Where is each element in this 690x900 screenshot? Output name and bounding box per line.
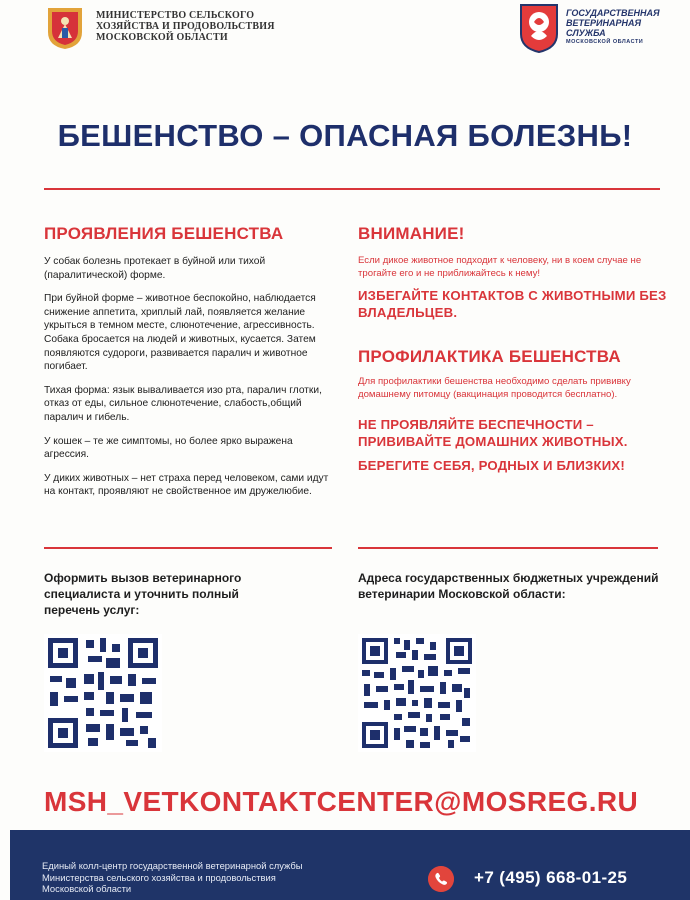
qr-code-icon[interactable] [44,634,162,752]
vet-service-name [566,8,660,47]
header [0,0,690,62]
divider [358,547,658,549]
ministry-name [96,10,275,43]
contact-email[interactable]: MSH_VETKONTAKTCENTER@MOSREG.RU [44,786,639,817]
footer-bar [10,830,690,900]
page-title: БЕШЕНСТВО – ОПАСНАЯ БОЛЕЗНЬ! [57,118,633,153]
attention-heading: ВНИМАНИЕ! [358,224,465,243]
symptoms-heading: ПРОЯВЛЕНИЯ БЕШЕНСТВА [44,224,284,243]
qr-right-label: Адреса государственных бюджетных учреждений ветеринарии Московской области: [358,571,659,601]
call-center-line: Единый колл-центр государственной ветеринарной службы [42,860,303,871]
call-center-line: Министерства сельского хозяйства и продовольствия [42,871,276,883]
vet-service-line: ГОСУДАРСТВЕННАЯ [566,8,660,18]
ministry-name-line: ХОЗЯЙСТВА И ПРОДОВОЛЬСТВИЯ [96,21,275,32]
attention-text: Если дикое животное подходит к человеку, ни в коем случае не трогайте его и не приближайтесь к нему! [358,255,642,279]
symptoms-section [44,224,334,499]
avoid-contacts-text: ИЗБЕГАЙТЕ КОНТАКТОВ С ЖИВОТНЫМИ БЕЗ ВЛАДЕЛЬЦЕВ. [358,288,667,320]
divider [44,188,660,190]
symptoms-paragraph: У собак болезнь протекает в буйной или тихой (паралитической) форме. [44,256,266,281]
vet-service-line: ВЕТЕРИНАРНАЯ [566,18,642,28]
qr-left-label: Оформить вызов ветеринарного специалиста и уточнить полный перечень услуг: [44,571,242,617]
prevention-text: Для профилактики бешенства необходимо сделать прививку домашнему питомцу (вакцинация проводится бесплатно). [358,376,631,400]
qr-code-icon[interactable] [358,634,476,752]
symptoms-paragraph: У кошек – те же симптомы, но более ярко выражена агрессия. [44,435,293,461]
phone-icon [428,866,454,892]
phone-number[interactable]: +7 (495) 668-01-25 [474,868,628,887]
call-center-line: Московской области [42,883,132,894]
symptoms-paragraph: У диких животных – нет страха перед человеком, сами идут на контакт, проявляют не свойственное им дружелюбие. [44,472,329,498]
divider [44,547,332,549]
prevention-heading: ПРОФИЛАКТИКА БЕШЕНСТВА [358,347,621,366]
coat-of-arms-icon [44,6,86,50]
vet-service-region: МОСКОВСКОЙ ОБЛАСТИ [566,39,644,45]
ministry-name-line: МИНИСТЕРСТВО СЕЛЬСКОГО [96,10,255,21]
call-center-description [42,860,303,895]
warning-section [358,224,668,475]
vet-service-emblem-icon [518,2,560,54]
ministry-name-line: МОСКОВСКОЙ ОБЛАСТИ [96,32,228,43]
vaccinate-pets-text: НЕ ПРОЯВЛЯЙТЕ БЕСПЕЧНОСТИ – ПРИВИВАЙТЕ ДОМАШНИХ ЖИВОТНЫХ. [358,417,628,449]
symptoms-paragraph: При буйной форме – животное беспокойно, наблюдается снижение аппетита, хриплый лай, появляется желание укрыться в темном месте, слюнотечение, агрессивность. Собака бросается на людей и животных, кусается. Затем появляются судороги, развивается паралич и животное погибает. [44,293,316,373]
symptoms-paragraph: Тихая форма: язык вываливается изо рта, паралич глотки, отказ от еды, сильное слюнотечение, слабость,общий паралич и гибель. [44,384,322,423]
vet-service-line: СЛУЖБА [566,28,606,38]
take-care-text: БЕРЕГИТЕ СЕБЯ, РОДНЫХ И БЛИЗКИХ! [358,458,626,473]
